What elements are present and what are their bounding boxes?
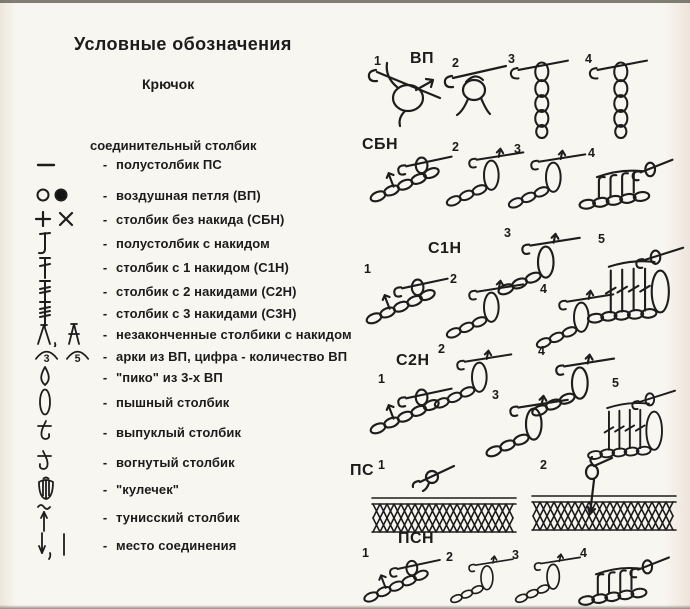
- legend-item-label: место соединения: [116, 537, 237, 553]
- diagram-label: СБН: [362, 136, 399, 153]
- crochet-sketch-tall-block: [582, 382, 682, 462]
- legend-dash: -: [102, 454, 108, 470]
- legend-item-back-post: [30, 450, 365, 474]
- legend-item-label: столбик без накида (СБН): [116, 211, 285, 227]
- legend-item-label: воздушная петля (ВП): [116, 187, 261, 203]
- cone-stitch-icon: [30, 474, 94, 504]
- step-number: 2: [450, 272, 457, 286]
- step-number: 4: [585, 52, 592, 66]
- crochet-sketch-chain: [505, 55, 573, 139]
- legend-item-join: [30, 533, 365, 557]
- step-number: 5: [612, 376, 619, 390]
- crochet-sketch-band-pull: [528, 456, 680, 538]
- legend-item-label: арки из ВП, цифра - количество ВП: [116, 348, 348, 364]
- step-number: 1: [374, 54, 381, 68]
- legend-item-label: "кулечек": [116, 481, 180, 497]
- crochet-sketch-chainrow: [362, 268, 450, 328]
- legend-item-label: "пико" из 3-х ВП: [116, 369, 223, 385]
- crochet-sketch-slipknot: [364, 60, 444, 128]
- legend-item-puff: [30, 390, 365, 414]
- step-number: 1: [378, 458, 385, 472]
- front-post-stitch-icon: [30, 419, 94, 445]
- step-number: 4: [538, 344, 545, 358]
- diagram-label: ВП: [410, 50, 435, 67]
- legend-item-chain: [30, 183, 365, 207]
- diagram-label: ПСН: [398, 530, 435, 547]
- legend-dash: -: [102, 509, 108, 525]
- step-number: 3: [492, 388, 499, 402]
- join-point-icon: [30, 530, 94, 560]
- step-number: 2: [540, 458, 547, 472]
- diagram-label: С2Н: [396, 352, 430, 369]
- legend-item-label: полустолбик с накидом: [116, 235, 270, 251]
- arch-number-5: 5: [74, 352, 81, 365]
- step-number: 4: [580, 546, 587, 560]
- legend-dash: -: [102, 369, 108, 385]
- page-subtitle: Крючок: [142, 76, 195, 92]
- diagram-label: ПС: [350, 462, 375, 479]
- legend-dash: -: [102, 326, 108, 342]
- legend-dash: -: [102, 156, 108, 172]
- crochet-sketch-block: [572, 550, 676, 608]
- step-number: 1: [362, 546, 369, 560]
- legend-item-label: выпуклый столбик: [116, 424, 242, 440]
- legend-dash: -: [102, 537, 108, 553]
- crochet-sketch-chainrow: [358, 550, 444, 606]
- legend-item-label: столбик с 1 накидом (С1Н): [116, 259, 289, 275]
- step-number: 3: [508, 52, 515, 66]
- legend-item-label: пышный столбик: [116, 394, 230, 410]
- step-number: 4: [540, 282, 547, 296]
- legend-item-label: столбик с 2 накидами (С2Н): [116, 283, 297, 299]
- step-number: 1: [364, 262, 371, 276]
- legend-dash: -: [102, 348, 108, 364]
- step-number: 1: [378, 372, 385, 386]
- puff-stitch-icon: [30, 386, 94, 418]
- crochet-sketch-band: [368, 460, 520, 536]
- crochet-sketch-knot: [440, 60, 510, 128]
- step-number: 3: [512, 548, 519, 562]
- legend-item-front-post: [30, 420, 365, 444]
- single-crochet-icon: [30, 207, 94, 231]
- legend-item-slip-stitch-top-line: соединительный столбик: [90, 138, 257, 153]
- half-double-crochet-icon: [30, 230, 94, 256]
- legend-dash: -: [102, 481, 108, 497]
- legend-item-label: столбик с 3 накидами (С3Н): [116, 305, 297, 321]
- step-number: 4: [588, 146, 595, 160]
- legend-item-single-crochet: [30, 207, 365, 231]
- legend-item-label: незаконченные столбики с накидом: [116, 326, 352, 342]
- legend-dash: -: [102, 394, 108, 410]
- legend-dash: -: [102, 187, 108, 203]
- step-number: 3: [514, 142, 521, 156]
- tunisian-stitch-icon: [30, 501, 94, 533]
- legend-dash: -: [102, 305, 108, 321]
- legend-dash: -: [102, 211, 108, 227]
- step-number: 2: [452, 56, 459, 70]
- legend-item-label: вогнутый столбик: [116, 454, 235, 470]
- step-number: 2: [452, 140, 459, 154]
- step-number: 2: [438, 342, 445, 356]
- step-number: 5: [598, 232, 605, 246]
- scan-edge-top: [0, 0, 690, 3]
- crochet-sketch-tall-block: [586, 238, 686, 326]
- legend-item-tunisian: [30, 505, 365, 529]
- legend-dash: -: [102, 235, 108, 251]
- legend-dash: -: [102, 259, 108, 275]
- page-title: Условные обозначения: [74, 34, 292, 54]
- arch-number-3: 3: [43, 352, 50, 365]
- legend-item-double-1: [30, 255, 365, 279]
- diagram-label: С1Н: [428, 240, 462, 257]
- crochet-sketch-chain: [584, 55, 652, 139]
- legend-item-half-double: [30, 231, 365, 255]
- slip-stitch-icon: [30, 152, 94, 176]
- back-post-stitch-icon: [30, 449, 94, 475]
- legend-item-cone: [30, 477, 365, 501]
- legend-dash: -: [102, 283, 108, 299]
- legend-item-label: тунисский столбик: [116, 509, 240, 525]
- step-number: 2: [446, 550, 453, 564]
- legend-item-slip-stitch: [30, 152, 365, 176]
- legend-dash: -: [102, 424, 108, 440]
- legend-item-label: полустолбик ПС: [116, 156, 222, 172]
- step-number: 3: [504, 226, 511, 240]
- chain-stitch-icon: [30, 183, 94, 207]
- crochet-sketch-block: [576, 152, 676, 212]
